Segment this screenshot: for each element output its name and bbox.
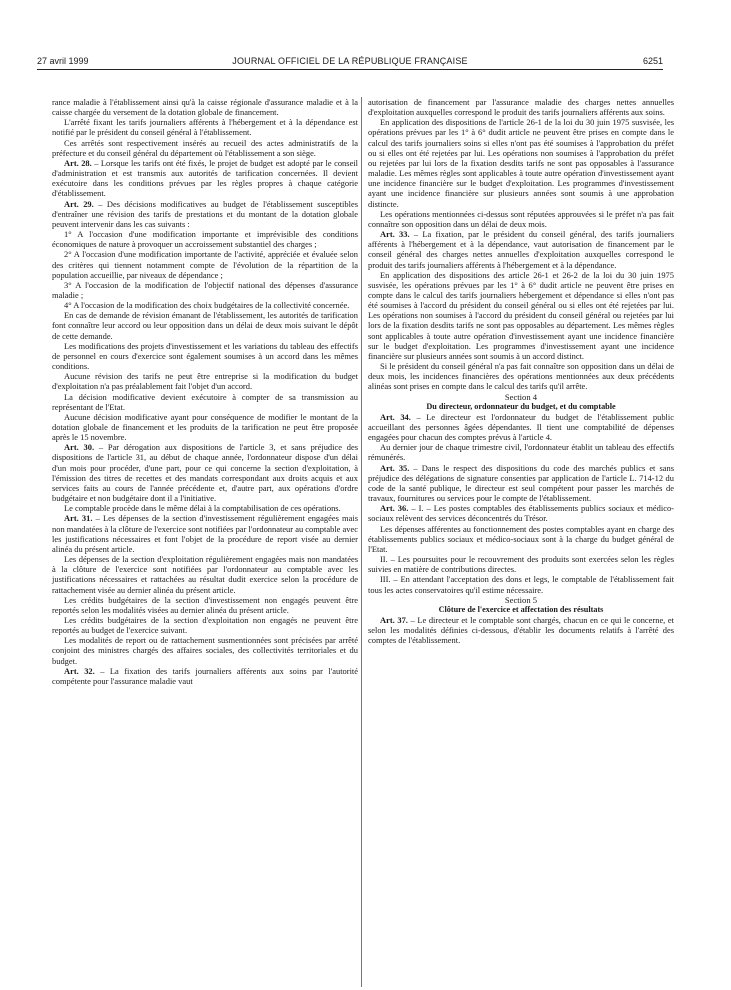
paragraph-text: – I. – Les postes comptables des établissements publics sociaux et médico-sociaux relèvent des services déconcentrés du Trésor. <box>368 503 674 524</box>
paragraph <box>52 615 358 635</box>
page-header <box>37 56 663 70</box>
paragraph-text: – Lorsque les tarifs ont été fixés, le projet de budget est adopté par le conseil d'administration et est transmis aux autorités de tarification concernées. Il devient exécutoire dans les conditions prévues par les règles propres à chaque catégorie d'établissement. <box>52 157 358 199</box>
article-number: Art. 35. <box>380 462 410 473</box>
paragraph-text: – Le directeur et le comptable sont chargés, chacun en ce qui le concerne, et selon les modalités définies ci-dessous, d'établir les documents relatifs à l'arrêté des comptes de l'établissement. <box>368 614 674 646</box>
article-paragraph <box>368 503 674 523</box>
paragraph-text: II. – Les poursuites pour le recouvrement des produits sont exercées selon les règles suivies en matière de contributions directes. <box>368 554 674 575</box>
paragraph-text: En application des dispositions de l'article 26-1 de la loi du 30 juin 1975 susvisée, les opérations prévues par les 1° à 6° dudit article ne peuvent être prises en compte dans le calcul des tarifs journaliers soins si elles n'ont pas été soumises à l'approbation du préfet ou si elles ont été rejetées par lui. Les opérations non soumises à l'approbation du préfet ou rejetées par lui lors de la fixation desdits tarifs ne sont pas opposables à l'assurance maladie. Les mêmes règles sont applicables à toute autre opération d'investissement ayant une incidence financière sur le budget d'exploitation. Les programmes d'investissement ayant une incidence financière sur plusieurs années sont soumis à une approbation distincte. <box>368 117 674 209</box>
paragraph <box>52 503 358 513</box>
paragraph <box>52 392 358 412</box>
paragraph <box>52 595 358 615</box>
section-subheading: Du directeur, ordonnateur du budget, et du comptable <box>426 401 616 411</box>
article-number: Art. 31. <box>64 513 93 524</box>
paragraph <box>368 270 674 361</box>
paragraph <box>52 310 358 340</box>
paragraph-text: Ces arrêtés sont respectivement insérés au recueil des actes administratifs de la préfecture et du conseil général du département où l'établissement a son siège. <box>52 137 358 158</box>
paragraph <box>368 442 674 462</box>
paragraph <box>368 554 674 574</box>
paragraph-text: autorisation de financement par l'assurance maladie des charges nettes annuelles d'exploitation auxquelles correspond le produit des tarifs journaliers afférents aux soins. <box>368 97 674 118</box>
paragraph-text: – Par dérogation aux dispositions de l'article 3, et sans préjudice des dispositions de l'article 31, au début de chaque année, l'ordonnateur dispose d'un délai d'un mois pour procéder, d'une part, pour ce qui concerne la section d'exploitation, à l'émission des titres de recettes et des mandats correspondant aux droits acquis et aux services faits au cours de l'année précédente et, d'autre part, aux opérations d'ordre budgétaire et non budgétaire dont il a l'initiative. <box>52 442 358 504</box>
section-heading: Section 5 <box>504 594 538 605</box>
section-heading: Section 4 <box>504 391 538 402</box>
article-number: Art. 29. <box>64 198 94 209</box>
article-paragraph <box>52 158 358 199</box>
paragraph-text: III. – En attendant l'acceptation des dons et legs, le comptable de l'établissement fait tous les actes conservatoires qu'il estime nécessaire. <box>368 574 674 595</box>
column-divider <box>361 97 362 987</box>
paragraph-text: Aucune révision des tarifs ne peut être entreprise si la modification du budget d'exploitation n'a pas préalablement fait l'objet d'un accord. <box>52 371 358 392</box>
right-column <box>368 97 674 645</box>
paragraph-text: Les opérations mentionnées ci-dessus sont réputées approuvées si le préfet n'a pas fait connaître son opposition dans un délai de deux mois. <box>368 208 674 229</box>
paragraph-text: L'arrêté fixant les tarifs journaliers afférents à l'hébergement et à la dépendance est notifié par le président du conseil général à l'établissement. <box>52 117 358 138</box>
paragraph-text: Les modifications des projets d'investissement et les variations du tableau des effectifs de personnel en cours d'exercice sont également soumises à un accord dans les mêmes conditions. <box>52 340 358 372</box>
paragraph-text: Les crédits budgétaires de la section d'exploitation non engagés ne peuvent être reportés au budget de l'exercice suivant. <box>52 614 358 636</box>
paragraph <box>368 209 674 229</box>
article-paragraph <box>368 229 674 270</box>
paragraph-text: rance maladie à l'établissement ainsi qu'à la caisse régionale d'assurance maladie et à la caisse chargée du versement de la dotation globale de financement. <box>52 97 358 118</box>
article-paragraph <box>52 442 358 503</box>
article-paragraph <box>52 199 358 229</box>
paragraph <box>52 97 358 117</box>
paragraph-text: La décision modificative devient exécutoire à compter de sa transmission au représentant de l'Etat. <box>52 391 358 412</box>
paragraph-text: – Les dépenses de la section d'investissement régulièrement engagées mais non mandatées à la clôture de l'exercice sont notifiées par l'ordonnateur au comptable avec les justifications nécessaires et font l'objet de la procédure de report visée au dernier alinéa du présent article. <box>52 513 358 554</box>
paragraph-text: 1° A l'occasion d'une modification importante et imprévisible des conditions économiques de nature à provoquer un accroissement substantiel des charges ; <box>52 229 358 250</box>
article-paragraph <box>52 513 358 554</box>
paragraph <box>52 412 358 442</box>
paragraph-text: En cas de demande de révision émanant de l'établissement, les autorités de tarification font connaître leur accord ou leur opposition dans un délai de deux mois suivant le dépôt de cette demande. <box>52 310 358 341</box>
paragraph <box>368 117 674 208</box>
paragraph-text: Si le président du conseil général n'a pas fait connaître son opposition dans un délai de deux mois, les incidences financières des opérations mentionnées aux deux précédents alinéas sont prises en compte dans le calcul des tarifs qu'il arrête. <box>368 361 674 392</box>
page-number: 6251 <box>642 56 663 66</box>
paragraph <box>368 524 674 554</box>
paragraph-text: Les crédits budgétaires de la section d'investissement non engagés peuvent être reportés selon les modalités visées au dernier alinéa du présent article. <box>52 594 358 615</box>
article-number: Art. 37. <box>380 614 408 625</box>
article-number: Art. 28. <box>64 157 92 168</box>
paragraph <box>52 249 358 279</box>
paragraph <box>368 361 674 391</box>
paragraph-text: – La fixation, par le président du conseil général, des tarifs journaliers afférents à l'hébergement et à la dépendance, vaut autorisation de financement par le conseil général des charges nettes annuelles d'exploitation auxquelles correspond le produit des tarifs journaliers afférents à l'hébergement et à la dépendance. <box>368 229 674 270</box>
paragraph-text: – Le directeur est l'ordonnateur du budget de l'établissement public accueillant des personnes âgées dépendantes. Il tient une comptabilité de dépenses engagées pour chacun des comptes prévus à l'article 4. <box>368 411 674 443</box>
paragraph-text: Les modalités de report ou de rattachement susmentionnées sont précisées par arrêté conjoint des ministres chargés des affaires sociales, des collectivités territoriales et du budget. <box>52 635 358 666</box>
header-rule <box>37 69 663 70</box>
paragraph-text: – La fixation des tarifs journaliers afférents aux soins par l'autorité compétente pour l'assurance maladie vaut <box>52 665 359 686</box>
paragraph-text: – Des décisions modificatives au budget de l'établissement susceptibles d'entraîner une révision des tarifs de prestations et du montant de la dotation globale peuvent intervenir dans les cas suivants : <box>52 198 358 229</box>
paragraph <box>52 229 358 249</box>
article-paragraph <box>368 412 674 442</box>
paragraph-text: 3° A l'occasion de la modification de l'objectif national des dépenses d'assurance maladie ; <box>52 279 358 300</box>
paragraph <box>52 341 358 371</box>
article-number: Art. 30. <box>64 442 95 453</box>
paragraph-text: 2° A l'occasion d'une modification importante de l'activité, appréciée et évaluée selon des critères qui tiennent notamment compte de l'évolution de la répartition de la population accueillie, par niveaux de dépendance ; <box>52 249 358 280</box>
paragraph-text: 4° A l'occasion de la modification des choix budgétaires de la collectivité concernée. <box>64 300 350 311</box>
paragraph-text: – Dans le respect des dispositions du code des marchés publics et sans préjudice des délégations de signature consenties par application de l'article L. 714-12 du code de la santé publique, le directeur est seul compétent pour passer les marchés de travaux, fournitures ou services pour le compte de l'établissement. <box>368 462 674 504</box>
paragraph-text: Au dernier jour de chaque trimestre civil, l'ordonnateur établit un tableau des effectifs rémunérés. <box>368 442 674 463</box>
paragraph-text: En application des dispositions des article 26-1 et 26-2 de la loi du 30 juin 1975 susvisée, les opérations prévues par les 1° à 6° dudit article ne peuvent être prises en compte dans le calcul des tarifs journaliers hébergement et dépendance si elles n'ont pas été soumises à l'accord du président du conseil général ou si elles ont été rejetées par lui. Les opérations non soumises à l'accord du président du conseil général ou rejetées par lui lors de la fixation desdits tarifs ne sont pas opposables au département. Les mêmes règles sont applicables à toute autre opération d'investissement ayant une incidence financière sur le budget d'exploitation. Les programmes d'investissement ayant une incidence financière sur plusieurs années sont soumis à un accord distinct. <box>368 269 674 361</box>
article-number: Art. 36. <box>380 503 409 514</box>
paragraph <box>368 574 674 594</box>
paragraph <box>52 554 358 595</box>
paragraph <box>52 280 358 300</box>
paragraph-text: Les dépenses de la section d'exploitation régulièrement engagées mais non mandatées à la clôture de l'exercice sont notifiées par l'ordonnateur au comptable avec les justifications nécessaires et rattachées au résultat dudit exercice selon la procédure de rattachement visée au dernier alinéa du présent article. <box>52 554 358 595</box>
article-number: Art. 34. <box>380 411 411 422</box>
paragraph <box>52 300 358 310</box>
paragraph <box>52 635 358 665</box>
paragraph <box>52 117 358 137</box>
left-column <box>52 97 358 686</box>
paragraph-text: Le comptable procède dans le même délai à la comptabilisation de ces opérations. <box>64 503 341 514</box>
paragraph-text: Les dépenses afférentes au fonctionnement des postes comptables ayant en charge des établissements publics sociaux et médico-sociaux sont à la charge du budget général de l'Etat. <box>368 523 674 554</box>
section-subheading: Clôture de l'exercice et affectation des résultats <box>438 604 604 614</box>
journal-title: JOURNAL OFFICIEL DE LA RÉPUBLIQUE FRANÇAISE <box>232 56 468 66</box>
article-paragraph <box>368 615 674 645</box>
article-paragraph <box>368 463 674 504</box>
article-paragraph <box>52 666 358 686</box>
article-number: Art. 33. <box>380 229 410 240</box>
paragraph <box>368 97 674 117</box>
paragraph-text: Aucune décision modificative ayant pour conséquence de modifier le montant de la dotation globale de financement et les produits de la tarification ne peut être proposée après le 15 novembre. <box>52 411 358 443</box>
paragraph <box>52 138 358 158</box>
paragraph <box>52 371 358 391</box>
header-date: 27 avril 1999 <box>37 56 89 66</box>
article-number: Art. 32. <box>64 665 95 676</box>
